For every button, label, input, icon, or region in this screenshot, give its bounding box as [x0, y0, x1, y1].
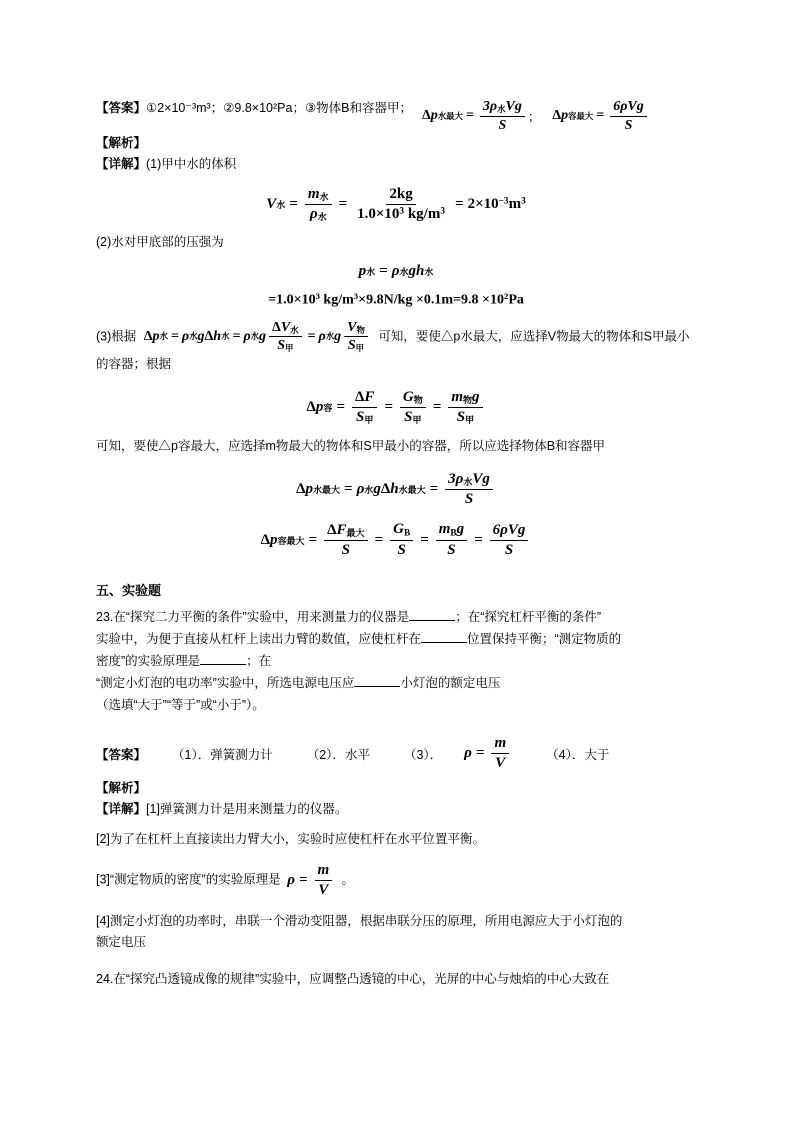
q23-answer-3-number: （3）． [403, 747, 443, 762]
q22-step3-mid: 可知，要使△p水最大，应选择V物最大的物体和S甲最小的容器；根据 [96, 328, 690, 371]
analysis-label: 【解析】 [96, 136, 147, 150]
q23-line3-a: 密度”的实验原理是 [96, 653, 201, 668]
q23-answer-4-number: （4）． [546, 747, 585, 762]
q23-line-2 [96, 629, 696, 651]
q23-detail-2: [2]为了在杠杆上直接读出力臂大小，实验时应使杠杆在水平位置平衡。 [96, 831, 485, 846]
q23-answer-3-equation: ρ = $\frac{m}{V}$ [464, 734, 512, 773]
q23-blank-4[interactable] [354, 686, 400, 687]
q23-answer-2 [307, 745, 370, 763]
q23-detail-3-a: [3]“测定物质的密度”的实验原理是 [96, 872, 281, 887]
q23-line-3 [96, 651, 696, 673]
q23-line4-a: “测定小灯泡的电功率”实验中，所选电源电压应 [96, 675, 355, 690]
q23-line2-a: 实验中，为便于直接从杠杆上读出力臂的数值，应使杠杆在 [96, 631, 422, 646]
answer-items: ①2×10⁻³m³；②9.8×10²Pa；③物体B和容器甲； [146, 101, 412, 115]
q23-detail-4-cont: 额定电压 [96, 934, 147, 949]
answer-equation-2: Δ p 容最大 = $\frac{\text{6ρVg}}{S}$ [552, 98, 649, 134]
q22-step1: (1)甲中水的体积 [146, 157, 237, 172]
q23-analysis-label: 【解析】 [96, 780, 147, 795]
q23-answer-2-value: 水平 [344, 747, 370, 762]
q23-answer-2-number: （2）． [306, 747, 345, 762]
equation-delta-p-container: Δ p 容 = $\frac{\Delta F}{\text{S甲}}$ = $\frac{\text{G物}}{\text{S甲}}$ = $\frac{\text{m物g}}{\text{S甲}}$ [96, 388, 696, 427]
q23-detail-1 [96, 800, 696, 819]
q23-blank-1[interactable] [409, 620, 455, 621]
q23-line2-b: 位置保持平衡；“测定物质的 [467, 631, 622, 646]
q23-answer-1 [172, 745, 273, 763]
q23-detail-4-a: [4]测定小灯泡的功率时，串联一个滑动变阻器，根据串联分压的原理，所用电源应大于小灯泡的 [96, 913, 623, 928]
q22-step3-end: 可知，要使△p容最大，应选择m物最大的物体和S甲最小的容器，所以应选择物体B和容器甲 [96, 438, 606, 453]
q23-blank-2[interactable] [421, 642, 467, 643]
equation-delta-p-water: Δ p 水 = ρ 水 g Δ h 水 = ρ 水 g $\frac{\text{ΔV水}}{\text{S甲}}$ = ρ 水 g $\frac{\text{V物}}{\text{S甲}}$ [144, 319, 371, 355]
q23-answer-3 [404, 734, 512, 773]
q23-detail-label: 【详解】 [96, 802, 147, 817]
page-content [96, 98, 696, 992]
equation-pressure-value: $=1.0\times 10^3$ $kg/m^3\times 9.8N/kg \times 0.1m=9.8 \times 10^2Pa$ [268, 290, 524, 308]
question-23 [96, 607, 696, 716]
equation-volume-water: V 水 = $\frac{\text{m水}}{\text{ρ水}}$ = $\frac{2kg}{1.0\times 10^3 kg/m^3}$ = $2\times 10^{-3}m^3$ [266, 185, 526, 222]
q23-line1-b: ；在“探究杠杆平衡的条件” [455, 610, 602, 625]
q23-answer-label: 【答案】 [96, 747, 147, 762]
answer-equation-1: Δ p 水最大 = $\frac{\text{3ρ水Vg}}{S}$ [422, 98, 528, 134]
section-title-experiment: 五、实验题 [96, 583, 162, 599]
q23-detail-3-equation: ρ = $\frac{m}{V}$ [287, 861, 335, 900]
q22-step3 [96, 319, 696, 374]
equation-final-container: Δ p 容最大 = $\frac{\text{ΔF最大}}{S}$ = $\frac{G_B}{S}$ = $\frac{m_Bg}{S}$ = $\frac{\text{6ρVg}}{S}$ [96, 520, 696, 560]
q23-answer-1-number: （1）． [172, 747, 211, 762]
q23-line3-b: ；在 [246, 653, 272, 668]
q23-line-4 [96, 673, 696, 695]
question-24: 24.在“探究凸透镜成像的规律”实验中，应调整凸透镜的中心，光屏的中心与烛焰的中心大致在 [96, 972, 610, 987]
answer-label: 【答案】 [96, 101, 147, 115]
q23-answer-4-value: 大于 [584, 747, 610, 762]
q23-blank-3[interactable] [200, 664, 246, 665]
answer-equation-separator: ； [527, 110, 541, 124]
detail-label: 【详解】 [96, 157, 147, 172]
q22-step2: (2)水对甲底部的压强为 [96, 235, 224, 250]
q23-detail-4 [96, 912, 696, 931]
q23-answer-1-value: 弹簧测力计 [210, 747, 273, 762]
q23-line-1 [96, 607, 696, 629]
q23-detail-3 [96, 861, 696, 900]
q23-detail-3-b: 。 [341, 872, 355, 887]
q23-answer-4 [546, 745, 609, 763]
answer-line [96, 98, 696, 134]
equation-final-water: Δ p 水最大 = ρ 水 g Δ h 水最大 = $\frac{\text{3ρ水Vg}}{S}$ [96, 470, 696, 509]
q23-detail-1-text: [1]弹簧测力计是用来测量力的仪器。 [146, 802, 348, 817]
q23-answer-row [96, 734, 696, 773]
q22-step3-prefix: (3)根据 [96, 328, 137, 343]
equation-pressure-water: p 水 = ρ 水 gh 水 [358, 262, 434, 279]
q23-line1-a: 23.在“探究二力平衡的条件”实验中，用来测量力的仪器是 [96, 610, 410, 625]
detail-line-1 [96, 155, 696, 174]
q23-line-5: （选填“大于”“等于”或“小于”）。 [96, 697, 265, 712]
q23-line4-b: 小灯泡的额定电压 [400, 675, 501, 690]
